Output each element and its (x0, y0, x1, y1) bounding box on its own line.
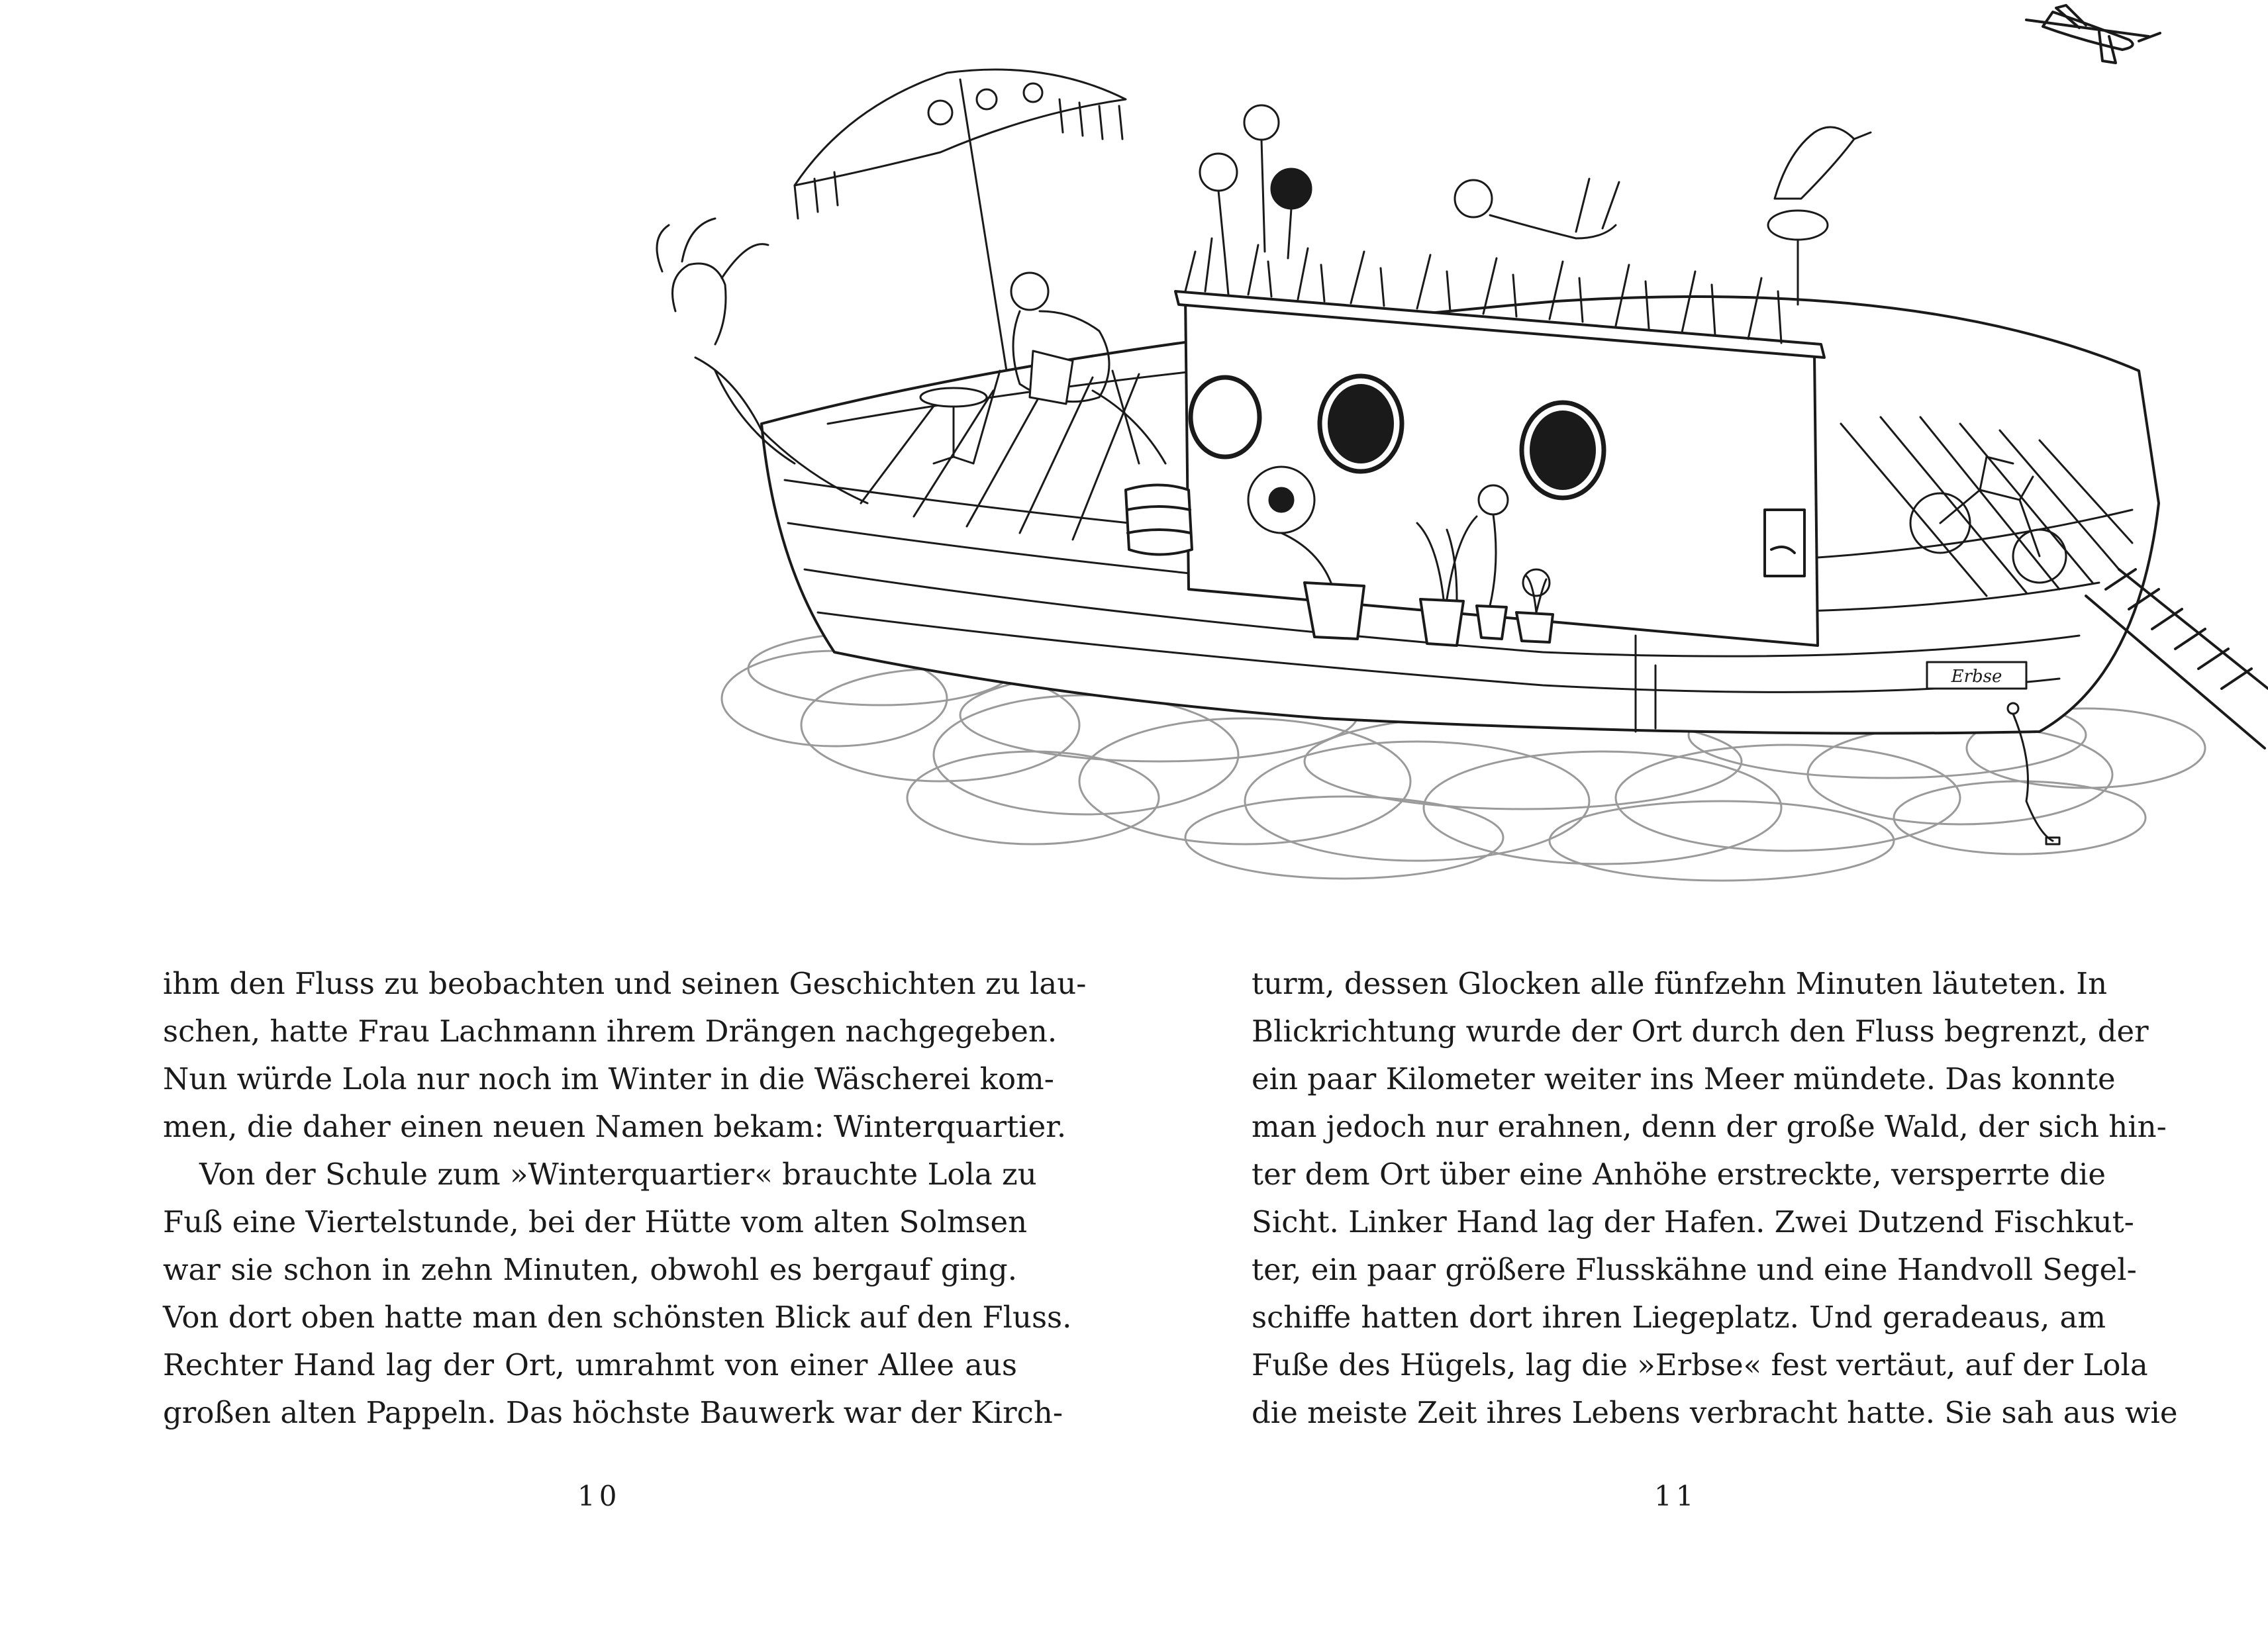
text-line: ihm den Fluss zu beobachten und seinen Geschichten zu lau- (163, 966, 1087, 1001)
parasol (795, 70, 1126, 371)
text-line: ter dem Ort über eine Anhöhe erstreckte, versperrte die (1252, 1157, 2106, 1192)
text-line: großen alten Pappeln. Das höchste Bauwerk war der Kirch- (163, 1395, 1063, 1430)
text-line: schen, hatte Frau Lachmann ihrem Drängen nachgegeben. (163, 1014, 1058, 1049)
left-page-text (163, 960, 1087, 1437)
text-line: Blickrichtung wurde der Ort durch den Fluss begrenzt, der (1252, 1014, 2149, 1049)
boat-name: Erbse (1951, 667, 2002, 687)
roof-flowers (1200, 105, 1311, 258)
text-line: Von dort oben hatte man den schönsten Blick auf den Fluss. (163, 1300, 1072, 1335)
text-line: schiffe hatten dort ihren Liegeplatz. Und geradeaus, am (1252, 1300, 2106, 1335)
text-line: Von der Schule zum »Winterquartier« brauchte Lola zu (199, 1157, 1037, 1192)
text-line: war sie schon in zehn Minuten, obwohl es bergauf ging. (163, 1252, 1017, 1287)
text-line: Fuß eine Viertelstunde, bei der Hütte vom alten Solmsen (163, 1204, 1028, 1239)
text-line: men, die daher einen neuen Namen bekam: Winterquartier. (163, 1109, 1067, 1144)
page-number-left: 10 (577, 1480, 621, 1512)
text-line: Sicht. Linker Hand lag der Hafen. Zwei Dutzend Fischkut- (1252, 1204, 2134, 1239)
text-line: ter, ein paar größere Flusskähne und eine Handvoll Segel- (1252, 1252, 2137, 1287)
text-line: Fuße des Hügels, lag die »Erbse« fest vertäut, auf der Lola (1252, 1347, 2148, 1382)
text-line: Nun würde Lola nur noch im Winter in die Wäscherei kom- (163, 1061, 1054, 1096)
text-line: Rechter Hand lag der Ort, umrahmt von einer Allee aus (163, 1347, 1017, 1382)
text-line: ein paar Kilometer weiter ins Meer mündete. Das konnte (1252, 1061, 2116, 1096)
text-line: man jedoch nur erahnen, denn der große Wald, der sich hin- (1252, 1109, 2167, 1144)
figure-girl-roof (1455, 179, 1619, 238)
airplane-icon (2026, 5, 2160, 63)
right-page-text (1252, 960, 2178, 1437)
page-number-right: 11 (1654, 1480, 1698, 1512)
text-line: die meiste Zeit ihres Lebens verbracht hatte. Sie sah aus wie (1252, 1395, 2178, 1430)
barrel (1126, 485, 1192, 555)
mailbox (1765, 510, 1804, 576)
text-line: turm, dessen Glocken alle fünfzehn Minuten läuteten. In (1252, 966, 2108, 1001)
bird (1768, 127, 1871, 305)
